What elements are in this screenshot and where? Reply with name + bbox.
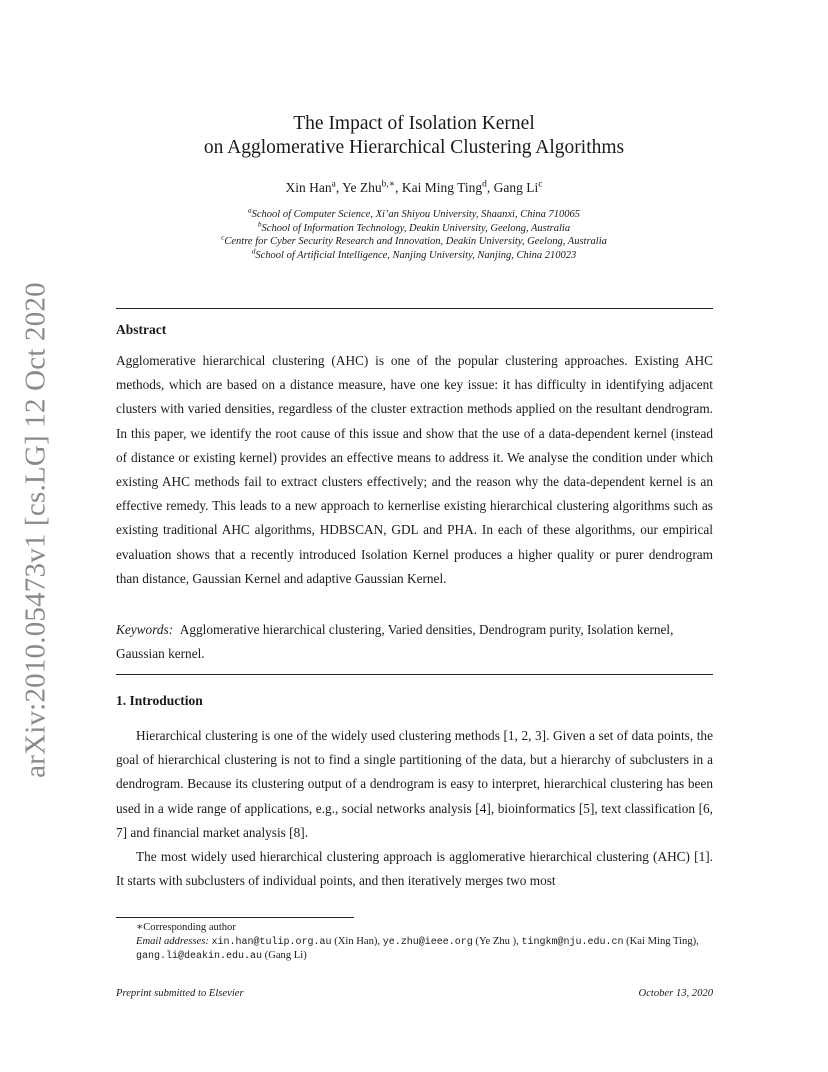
email-addresses: Email addresses: xin.han@tulip.org.au (Xin Han), ye.zhu@ieee.org (Ye Zhu ), tingkm@nju.edu.cn (Kai Ming Ting), gang.li@deakin.edu.au (Gang Li) (136, 935, 699, 962)
author: Ye Zhu$^{b,∗}$, (342, 179, 402, 195)
abstract-body: Agglomerative hierarchical clustering (AHC) is one of the popular clustering approaches. Existing AHC methods, which are based on a distance measure, have one key issue: it has difficulty in identifying adjacent clusters with varied densities, regardless of the cluster extraction methods applied on the resultant dendrogram. In this paper, we identify the root cause of this issue and show that the use of a data-dependent kernel (instead of distance or existing kernel) provides an effective means to address it. We analyse the condition under which existing AHC methods fail to extract clusters effectively; and the reason why the data-dependent kernel is an effective remedy. This leads to a new approach to kernerlise existing hierarchical clustering algorithms such as existing traditional AHC algorithms, HDBSCAN, GDL and PHA. In each of these algorithms, our empirical evaluation shows that a recently introduced Isolation Kernel produces a higher quality or purer dendrogram than distance, Gaussian Kernel and adaptive Gaussian Kernel. (116, 353, 713, 586)
citation-link[interactable]: [6, 7] (116, 800, 713, 840)
footnote-rule (116, 917, 354, 918)
email-link[interactable]: gang.li@deakin.edu.au (136, 951, 263, 962)
email-label: Email addresses: (136, 935, 209, 947)
title-line-1: The Impact of Isolation Kernel (293, 113, 535, 134)
footer-preprint-note: Preprint submitted to Elsevier (116, 988, 244, 999)
author: Xin Han$^a$, (285, 179, 343, 195)
footer-date: October 13, 2020 (638, 988, 713, 999)
title-line-2: on Agglomerative Hierarchical Clustering Algorithms (203, 137, 625, 158)
abstract-heading: Abstract (116, 322, 167, 337)
citation-link[interactable]: [5] (578, 800, 595, 816)
author-list (0, 180, 828, 196)
author: Kai Ming Ting$^d$, (401, 179, 494, 195)
citation-link[interactable]: [4] (475, 800, 491, 816)
keywords-label: Keywords: (116, 622, 174, 637)
corresponding-author-note: ∗Corresponding author (136, 922, 236, 933)
arxiv-stamp-text: arXiv:2010.05473v1 [cs.LG] 12 Oct 2020 (19, 282, 52, 778)
email-link[interactable]: ye.zhu@ieee.org (382, 936, 473, 948)
affiliation: $^c$Centre for Cyber Security Research and Innovation, Deakin University, Geelong, Australia (221, 232, 607, 247)
paragraph: Hierarchical clustering is one of the widely used clustering methods [1, 2, 3]. Given a set of data points, the goal of hierarchical clustering is not to find a single partitioning of the data, but a hierarchy of subclusters in a dendrogram. Because its clustering output of a dendrogram is easy to interpret, hierarchical clustering has been used in a wide range of applications, e.g., social networks analysis [4], bioinformatics [5], text classification [6, 7] and financial market analysis [8]. (116, 728, 713, 840)
abstract-bottom-rule (116, 674, 713, 675)
email-link[interactable]: tingkm@nju.edu.cn (521, 936, 624, 948)
affiliations (0, 205, 828, 262)
abstract-top-rule (116, 308, 713, 309)
footnote (116, 921, 713, 964)
paragraph: The most widely used hierarchical clustering approach is agglomerative hierarchical clustering (AHC) [1]. It starts with subclusters of individual points, and then iteratively merges two most (116, 849, 713, 889)
keywords (116, 618, 713, 666)
paper-title (0, 112, 828, 160)
citation-link[interactable]: [8] (289, 824, 305, 840)
author: Gang Li$^c$ (493, 179, 543, 195)
affiliation: $^d$School of Artificial Intelligence, Nanjing University, Nanjing, China 210023 (251, 246, 577, 261)
section-heading-introduction: 1. Introduction (116, 693, 203, 708)
affiliation: $^a$School of Computer Science, Xi’an Shiyou University, Shaanxi, China 710065 (247, 205, 581, 220)
affiliation: $^b$School of Information Technology, Deakin University, Geelong, Australia (257, 219, 571, 234)
citation-link[interactable]: [1, 2, 3] (503, 728, 547, 743)
citation-link[interactable]: [1] (694, 849, 710, 865)
introduction-body (116, 724, 713, 893)
email-link[interactable]: xin.han@tulip.org.au (211, 936, 332, 948)
keywords-text: Agglomerative hierarchical clustering, Varied densities, Dendrogram purity, Isolation kernel, Gaussian kernel. (116, 622, 674, 662)
